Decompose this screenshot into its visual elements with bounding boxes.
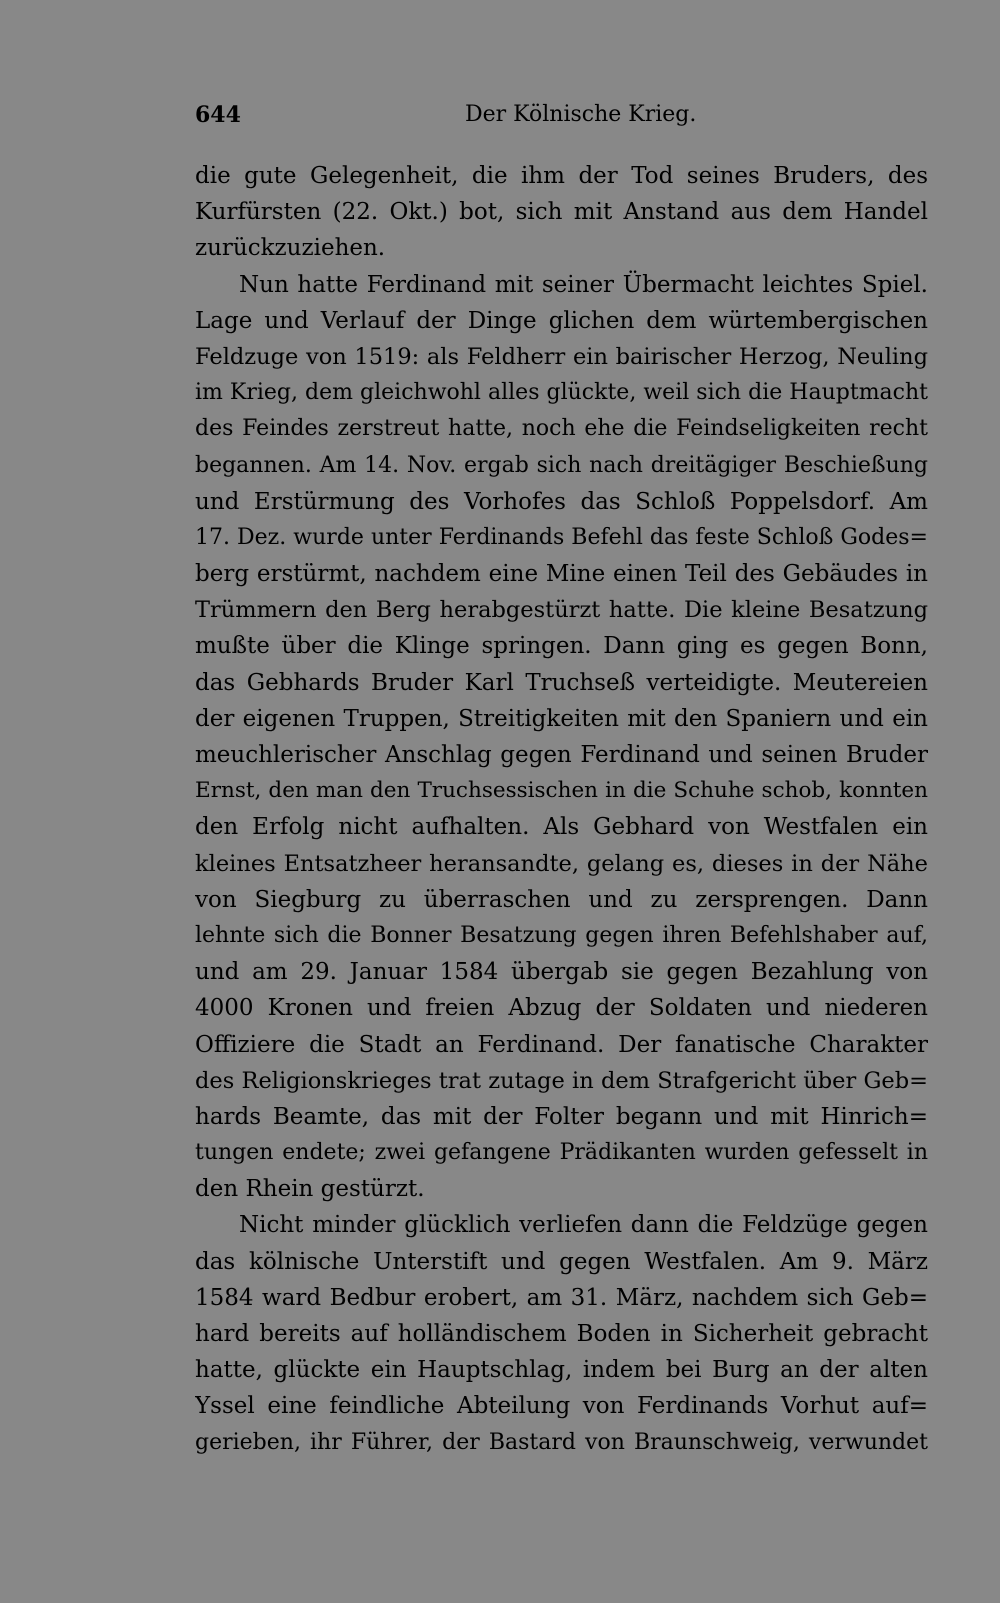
text-line: 4000 Kronen und freien Abzug der Soldaten und niederen bbox=[195, 995, 928, 1022]
text-line: das kölnische Unterstift und gegen Westfalen. Am 9. März bbox=[195, 1248, 928, 1275]
text-line: Trümmern den Berg herabgestürzt hatte. Die kleine Besatzung bbox=[195, 597, 928, 624]
text-line: und am 29. Januar 1584 übergab sie gegen Bezahlung von bbox=[195, 959, 928, 986]
text-line: Ernst, den man den Truchsessischen in die Schuhe schob, konnten bbox=[195, 778, 928, 804]
text-line: lehnte sich die Bonner Besatzung gegen ihren Befehlshaber auf, bbox=[195, 922, 928, 948]
text-line: den Rhein gestürzt. bbox=[195, 1176, 425, 1203]
text-line: berg erstürmt, nachdem eine Mine einen Teil des Gebäudes in bbox=[195, 561, 928, 588]
text-line: das Gebhards Bruder Karl Truchseß verteidigte. Meutereien bbox=[195, 669, 928, 696]
text-line: tungen endete; zwei gefangene Prädikanten wurden gefesselt in bbox=[195, 1140, 928, 1166]
text-line: und Erstürmung des Vorhofes das Schloß Poppelsdorf. Am bbox=[195, 488, 928, 515]
text-line: Yssel eine feindliche Abteilung von Ferdinands Vorhut auf= bbox=[195, 1393, 928, 1420]
text-line: hard bereits auf holländischem Boden in Sicherheit gebracht bbox=[195, 1321, 928, 1347]
text-line: Lage und Verlauf der Dinge glichen dem würtembergischen bbox=[195, 307, 928, 334]
text-line: meuchlerischer Anschlag gegen Ferdinand und seinen Bruder bbox=[195, 742, 928, 768]
text-line: der eigenen Truppen, Streitigkeiten mit den Spaniern und ein bbox=[195, 705, 928, 732]
text-line: des Religionskrieges trat zutage in dem Strafgericht über Geb= bbox=[195, 1067, 928, 1094]
text-line: die gute Gelegenheit, die ihm der Tod seines Bruders, des bbox=[195, 163, 928, 189]
page-number: 644 bbox=[195, 102, 241, 128]
text-line: im Krieg, dem gleichwohl alles glückte, weil sich die Hauptmacht bbox=[195, 380, 928, 406]
text-line: 17. Dez. wurde unter Ferdinands Befehl das feste Schloß Godes= bbox=[195, 524, 928, 550]
text-line: Offiziere die Stadt an Ferdinand. Der fanatische Charakter bbox=[195, 1031, 928, 1058]
text-line: gerieben, ihr Führer, der Bastard von Braunschweig, verwundet bbox=[195, 1429, 928, 1455]
running-title: Der Kölnische Krieg. bbox=[465, 102, 697, 127]
text-line: begannen. Am 14. Nov. ergab sich nach dreitägiger Beschießung bbox=[195, 452, 928, 478]
text-line: Kurfürsten (22. Okt.) bot, sich mit Anstand aus dem Handel bbox=[195, 199, 928, 226]
page-header bbox=[195, 102, 928, 132]
text-line: des Feindes zerstreut hatte, noch ehe die Feindseligkeiten recht bbox=[195, 416, 928, 442]
text-line: hards Beamte, das mit der Folter begann und mit Hinrich= bbox=[195, 1103, 928, 1130]
text-line: Nun hatte Ferdinand mit seiner Übermacht leichtes Spiel. bbox=[239, 271, 928, 298]
text-line: mußte über die Klinge springen. Dann ging es gegen Bonn, bbox=[195, 633, 928, 660]
text-line: zurückzuziehen. bbox=[195, 235, 386, 262]
text-line: hatte, glückte ein Hauptschlag, indem bei Burg an der alten bbox=[195, 1357, 928, 1384]
text-line: Feldzuge von 1519: als Feldherr ein bairischer Herzog, Neuling bbox=[195, 343, 928, 370]
text-line: 1584 ward Bedbur erobert, am 31. März, nachdem sich Geb= bbox=[195, 1284, 928, 1311]
body-text bbox=[195, 158, 928, 1461]
text-line: Nicht minder glücklich verliefen dann die Feldzüge gegen bbox=[239, 1212, 928, 1239]
text-line: von Siegburg zu überraschen und zu zersprengen. Dann bbox=[195, 886, 928, 913]
text-line: kleines Entsatzheer heransandte, gelang es, dieses in der Nähe bbox=[195, 850, 928, 877]
text-line: den Erfolg nicht aufhalten. Als Gebhard von Westfalen ein bbox=[195, 814, 928, 841]
